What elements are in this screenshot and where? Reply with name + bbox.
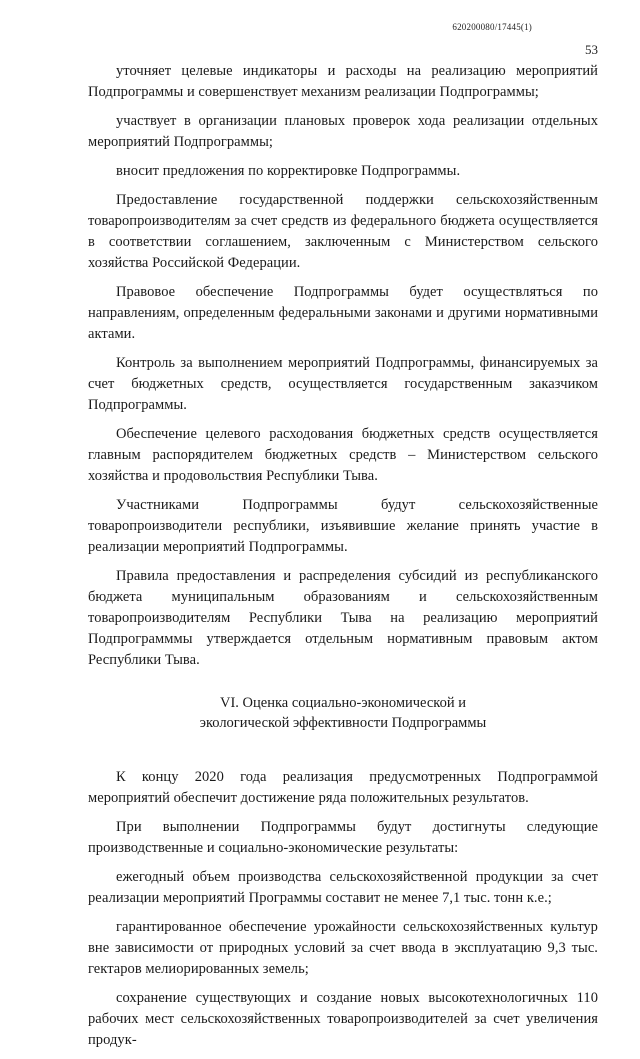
page-number: 53 (585, 42, 598, 57)
section-heading-line: VI. Оценка социально-экономической и (220, 695, 466, 711)
paragraph: Предоставление государственной поддержки сельскохозяйственным товаропроизводителям за счет средств из федерального бюджета осуществляется в соответствии соглашением, заключенным с Министерством сельского хозяйства Российской Федерации. (88, 192, 598, 271)
paragraph: гарантированное обеспечение урожайности сельскохозяйственных культур вне зависимости от природных условий за счет ввода в эксплуатацию 9,3 тыс. гектаров мелиорированных земель; (88, 919, 598, 977)
paragraph: При выполнении Подпрограммы будут достигнуты следующие производственные и социально-экономические результаты: (88, 819, 598, 856)
paragraph: вносит предложения по корректировке Подпрограммы. (116, 163, 461, 179)
paragraph: Правила предоставления и распределения субсидий из республиканского бюджета муниципальным образованиям и сельскохозяйственным товаропроизводителям Республики Тыва на реализацию мероприятий Подпрограмммы утверждается отдельным нормативным правовым актом Республики Тыва. (88, 568, 598, 668)
document-body (88, 61, 598, 1059)
paragraph: Правовое обеспечение Подпрограммы будет осуществляться по направлениям, определенным федеральными законами и другими нормативными актами. (88, 284, 598, 342)
paragraph: сохранение существующих и создание новых высокотехнологичных 110 рабочих мест сельскохозяйственных товаропроизводителей за счет увеличения продук- (88, 990, 598, 1048)
section-heading-line: экологической эффективности Подпрограммы (199, 715, 487, 731)
paragraph: Участниками Подпрограммы будут сельскохозяйственные товаропроизводители республики, изъявившие желание принять участие в реализации мероприятий Подпрограммы. (88, 497, 598, 555)
paragraph: участвует в организации плановых проверок хода реализации отдельных мероприятий Подпрограммы; (88, 113, 598, 150)
paragraph: ежегодный объем производства сельскохозяйственной продукции за счет реализации мероприятий Программы составит не менее 7,1 тыс. тонн к.е.; (88, 869, 598, 906)
section-heading (88, 693, 598, 733)
document-id: 620200080/17445(1) (452, 22, 532, 32)
paragraph: Обеспечение целевого расходования бюджетных средств осуществляется главным распорядителем бюджетных средств – Министерством сельского хозяйства и продовольствия Республики Тыва. (88, 426, 598, 484)
paragraph: Контроль за выполнением мероприятий Подпрограммы, финансируемых за счет бюджетных средств, осуществляется государственным заказчиком Подпрограммы. (88, 355, 598, 413)
paragraph: К концу 2020 года реализация предусмотренных Подпрограммой мероприятий обеспечит достижение ряда положительных результатов. (88, 769, 598, 806)
paragraph: уточняет целевые индикаторы и расходы на реализацию мероприятий Подпрограммы и совершенствует механизм реализации Подпрограммы; (88, 63, 598, 100)
